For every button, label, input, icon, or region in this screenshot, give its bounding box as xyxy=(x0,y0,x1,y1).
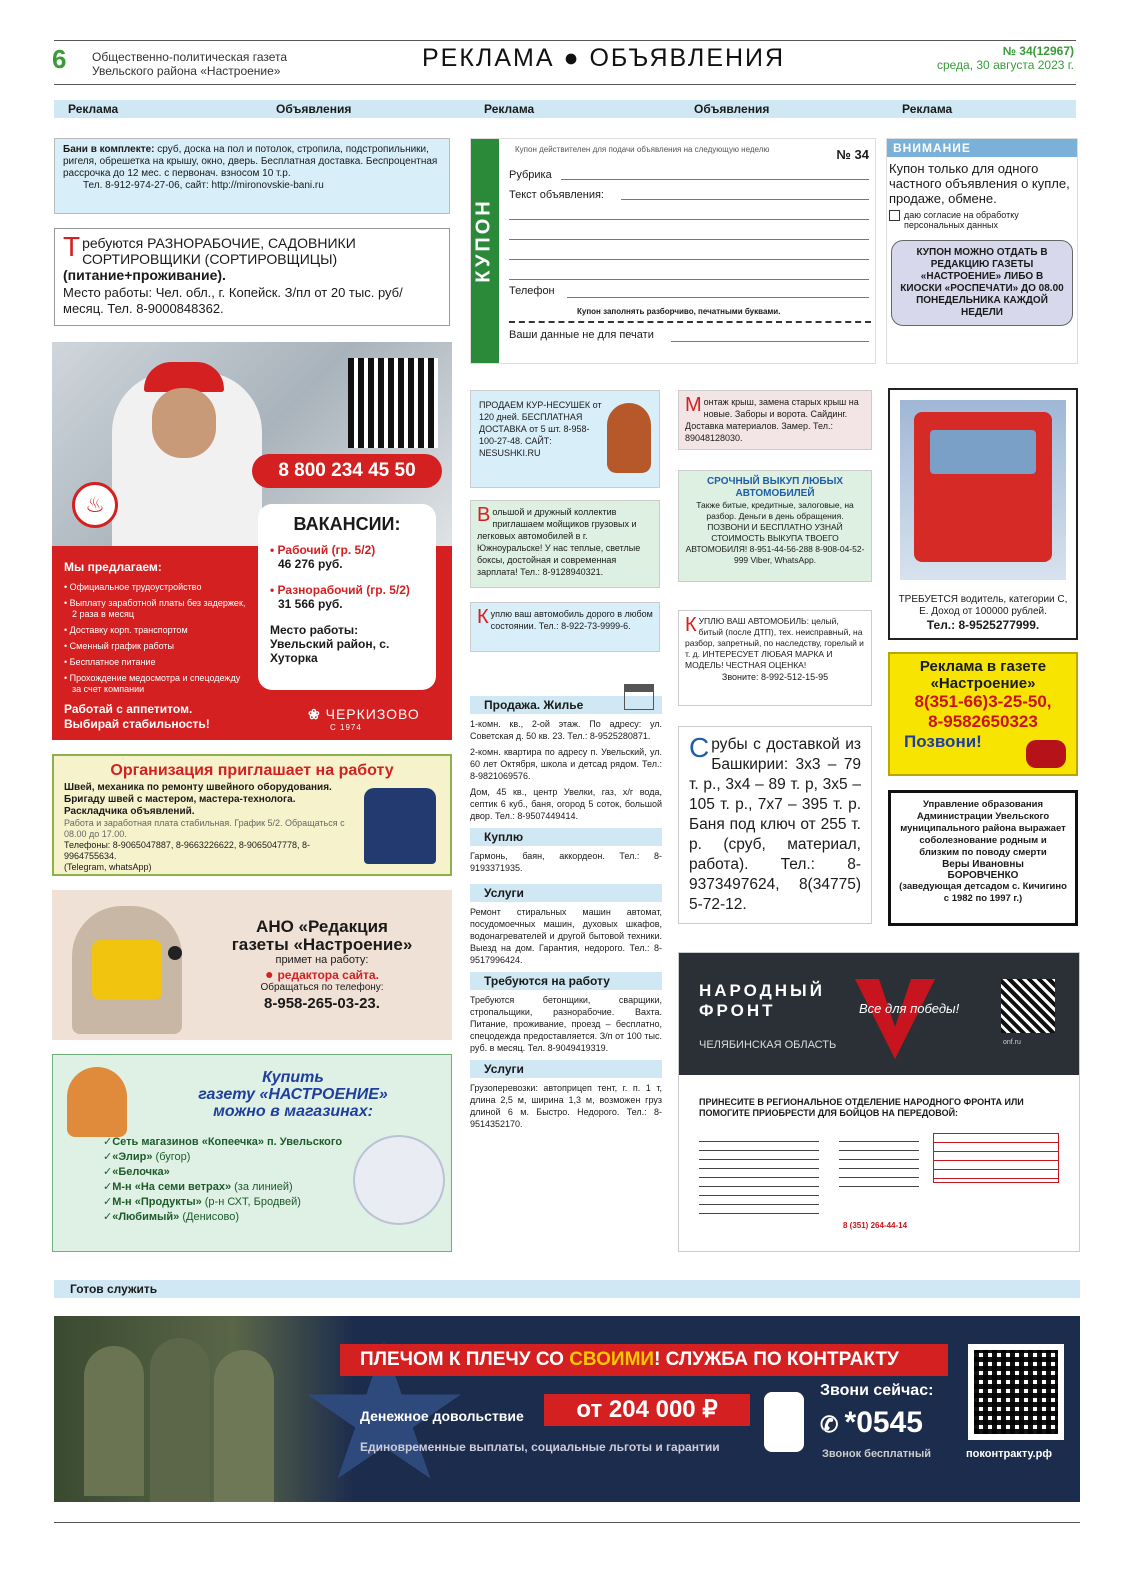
phone-field[interactable] xyxy=(567,297,869,298)
pay-amount: от 204 000 ₽ xyxy=(544,1394,750,1426)
shop-item xyxy=(103,1165,403,1180)
contract-site[interactable]: поконтракту.рф xyxy=(966,1448,1053,1460)
shop-item xyxy=(103,1210,403,1225)
shop-name: «Любимый» xyxy=(112,1211,180,1223)
ano-accept: примет на работу: xyxy=(275,954,369,966)
vac-place: Место работы: Увельский район, с. Хуторка xyxy=(270,623,390,665)
cond-name2: БОРОВЧЕНКО xyxy=(947,870,1019,881)
kuplu-auto-ad xyxy=(470,602,660,652)
brand-since: С 1974 xyxy=(330,723,362,732)
coupon-give: КУПОН МОЖНО ОТДАТЬ В РЕДАКЦИЮ ГАЗЕТЫ «НАСТРОЕНИЕ» ЛИБО В КИОСКИ «РОСПЕЧАТИ» ДО 08.00 ПОНЕДЕЛЬНИКА КАЖДОЙ НЕДЕЛИ xyxy=(891,240,1073,326)
paper-subtitle xyxy=(92,50,287,78)
nf-region: ЧЕЛЯБИНСКАЯ ОБЛАСТЬ xyxy=(699,1039,837,1051)
ano-phone[interactable]: 8-958-265-03-23. xyxy=(264,995,380,1012)
section-title: РЕКЛАМА ● ОБЪЯВЛЕНИЯ xyxy=(422,44,786,72)
kury-ad xyxy=(470,390,660,488)
offer-item: • Официальное трудоустройство xyxy=(64,582,202,592)
offer-item: • Бесплатное питание xyxy=(64,657,156,667)
coupon-only: Купон только для одного частного объявления о купле, продаже, обмене. xyxy=(889,161,1070,206)
jobs-list xyxy=(470,994,662,1054)
shop-note: (Денисово) xyxy=(179,1211,240,1223)
shops-ad xyxy=(52,1054,452,1252)
nf-headline: ПРИНЕСИТЕ В РЕГИОНАЛЬНОЕ ОТДЕЛЕНИЕ НАРОДНОГО ФРОНТА ИЛИ ПОМОГИТЕ ПРИОБРЕСТИ ДЛЯ БОЙЦОВ НА ПЕРЕДОВОЙ: xyxy=(699,1097,1024,1118)
contract-title-c: ! СЛУЖБА ПО КОНТРАКТУ xyxy=(654,1349,899,1370)
microphone-icon xyxy=(168,946,182,960)
nf-red-box xyxy=(933,1133,1059,1183)
gotov-label: Готов служить xyxy=(70,1282,158,1296)
sort-cap: Т xyxy=(63,231,81,262)
army-emblem-icon xyxy=(764,1392,804,1452)
strip-obyavleniya-1: Объявления xyxy=(276,102,352,116)
shops-title1: Купить xyxy=(262,1069,324,1086)
reklama-t2: «Настроение» xyxy=(930,675,1036,692)
org-note: Работа и заработная плата стабильная. График 5/2. Обращаться с 08.00 до 17.00. xyxy=(64,818,345,839)
sruby-cap: С xyxy=(689,732,710,763)
cut-line xyxy=(509,321,871,323)
bani-text: сруб, доска на пол и потолок, стропила, подстропильники, ригеля, обрешетка на крышу, окно, дверь. Бесплатная доставка. Беспроцентная рассрочка до 12 мес. с первонач. взносом 10 т.р. xyxy=(63,144,438,179)
sale-housing-list xyxy=(470,718,662,822)
classified-item: Гармонь, баян, аккордеон. Тел.: 8-9193371935. xyxy=(470,851,662,873)
org-item: Раскладчика объявлений. xyxy=(64,806,195,817)
coupon-form xyxy=(470,138,876,364)
cherkizovo-ad xyxy=(52,342,452,740)
truck-text: ТРЕБУЕТСЯ водитель, категории С, Е. Доход от 100000 рублей. xyxy=(898,594,1068,617)
consent-checkbox[interactable] xyxy=(889,210,900,221)
org-item: Швей, механика по ремонту швейного оборудования. xyxy=(64,782,332,793)
jacket-icon xyxy=(364,788,436,864)
text-field-2[interactable] xyxy=(509,219,869,220)
slogan2: Выбирай стабильность! xyxy=(64,717,210,731)
vac2-pay: 31 566 руб. xyxy=(278,597,343,611)
truck-ad xyxy=(888,388,1078,640)
shops-title3: можно в магазинах: xyxy=(213,1103,373,1120)
offer-item: • Прохождение медосмотра и спецодежду за счет компании xyxy=(64,673,241,694)
issue-number: № 34(12967) xyxy=(1002,44,1074,58)
narodny-front-ad xyxy=(678,952,1080,1252)
contract-title xyxy=(340,1344,948,1376)
section-sale-housing: Продажа. Жилье xyxy=(470,696,662,714)
consent-text: даю согласие на обработку персональных данных xyxy=(904,210,1019,230)
contract-banner xyxy=(54,1316,1080,1502)
ano-ad: АНО «Редакция газеты «Настроение» примет на работу: ● редактора сайта. Обращаться по телефону: 8-958-265-03-23. xyxy=(52,890,452,1040)
shop-note: (за линией) xyxy=(231,1181,293,1193)
page-number: 6 xyxy=(52,44,67,74)
house-icon xyxy=(624,684,654,710)
soldier-3 xyxy=(214,1350,274,1502)
services-list-1 xyxy=(470,906,662,966)
coupon-valid: Купон действителен для подачи объявления на следующую неделю xyxy=(515,145,770,154)
phone-icon: ✆ xyxy=(820,1412,845,1437)
slogan1: Работай с аппетитом. xyxy=(64,702,193,716)
subtitle-line1: Общественно-политическая газета xyxy=(92,50,288,64)
shop-item xyxy=(103,1180,403,1195)
reporter-jacket xyxy=(92,940,162,1000)
org-item: Бригаду швей с мастером, мастера-технолога. xyxy=(64,794,296,805)
check-icon: ✓ xyxy=(103,1181,113,1193)
cond-name1: Веры Ивановны xyxy=(942,859,1024,870)
vac1-name: Рабочий (гр. 5/2) xyxy=(277,543,376,557)
rubric-label: Рубрика xyxy=(509,169,552,181)
contract-title-a: ПЛЕЧОМ К ПЛЕЧУ СО xyxy=(360,1349,570,1370)
mascot-icon xyxy=(67,1067,127,1137)
reklama-p2[interactable]: 8-9582650323 xyxy=(928,712,1038,731)
moi-cap: В xyxy=(477,504,491,526)
rubric-field[interactable] xyxy=(561,179,869,180)
org-ad xyxy=(52,754,452,876)
call-label: Звони сейчас: xyxy=(820,1382,934,1399)
bani-lead: Бани в комплекте: xyxy=(63,144,155,155)
reklama-call: Позвони! xyxy=(904,732,982,751)
section-buy: Куплю xyxy=(470,828,662,846)
ano-role: редактора сайта. xyxy=(277,968,379,982)
sort-text: ребуются РАЗНОРАБОЧИЕ, САДОВНИКИ СОРТИРОВЩИКИ (СОРТИРОВЩИЦЫ) xyxy=(82,235,356,267)
shop-list xyxy=(103,1135,403,1225)
kuplu2-cap: К xyxy=(685,614,697,636)
sort-place: Место работы: Чел. обл., г. Копейск. З/пл от 20 тыс. руб/месяц. Тел. 8-9000848362. xyxy=(63,285,403,316)
category-strip xyxy=(54,100,1076,118)
bani-contact: Тел. 8-912-974-27-06, сайт: http://mironovskie-bani.ru xyxy=(83,180,324,191)
call-number[interactable]: *0545 xyxy=(844,1406,923,1439)
vykup-ad xyxy=(678,470,872,582)
contract-qr-icon[interactable] xyxy=(968,1344,1064,1440)
gotov-strip xyxy=(54,1280,1080,1298)
qr-code-icon[interactable] xyxy=(348,358,438,448)
shop-name: «Элир» xyxy=(112,1151,153,1163)
krysh-text: онтаж крыш, замена старых крыш на новые. Заборы и ворота. Сайдинг. Доставка материалов. Замер. Тел.: 89048128030. xyxy=(685,397,859,443)
reklama-t1: Реклама в газете xyxy=(919,658,1047,675)
worker-face xyxy=(152,388,216,458)
vykup-text: Также битые, кредитные, залоговые, на разбор. Деньги в день обращения. ПОЗВОНИ И БЕСПЛАТНО УЗНАЙ СТОИМОСТЬ ВЫКУПА ТВОЕГО АВТОМОБИЛЯ! 8-951-44-56-288 8-908-04-52-999 Viber, WhatsApp. xyxy=(685,500,865,565)
call-free: Звонок бесплатный xyxy=(822,1448,931,1460)
truck-phone[interactable]: Тел.: 8-9525277999. xyxy=(926,618,1040,632)
nf-list-1 xyxy=(699,1133,819,1217)
hen-icon xyxy=(607,403,651,473)
vac1-pay: 46 276 руб. xyxy=(278,557,343,571)
strip-reklama-3: Реклама xyxy=(902,102,953,116)
text-label: Текст объявления: xyxy=(509,189,604,201)
sorters-ad xyxy=(54,228,450,326)
cherkizovo-phone[interactable]: 8 800 234 45 50 xyxy=(252,454,442,488)
ano-title2: газеты «Настроение» xyxy=(231,935,413,954)
kuplu-auto-text: уплю ваш автомобиль дорого в любом состоянии. Тел.: 8-922-73-9999-6. xyxy=(490,609,653,631)
issue-date: среда, 30 августа 2023 г. xyxy=(936,58,1074,72)
org-title: Организация приглашает на работу xyxy=(110,762,394,779)
classified-item: 1-комн. кв., 2-ой этаж. По адресу: ул. Советская д. 50 кв. 23. Тел.: 8-9525280871. xyxy=(470,719,662,741)
shop-item xyxy=(103,1135,403,1150)
section-jobs: Требуются на работу xyxy=(470,972,662,990)
nf-qr-icon[interactable] xyxy=(1001,979,1055,1033)
truck-windshield xyxy=(930,430,1036,474)
text-field-4[interactable] xyxy=(509,259,869,260)
private-label: Ваши данные не для печати xyxy=(509,329,654,341)
coupon-fill-note: Купон заполнять разборчиво, печатными буквами. xyxy=(577,307,781,316)
krysh-ad xyxy=(678,390,872,450)
brand-logo: ❀ ЧЕРКИЗОВО С 1974 xyxy=(308,706,420,732)
private-field[interactable] xyxy=(671,341,869,342)
offers-list xyxy=(64,560,250,700)
strip-obyavleniya-2: Объявления xyxy=(694,102,770,116)
check-icon: ✓ xyxy=(103,1136,113,1148)
shop-name: Сеть магазинов «Копеечка» п. Увельского xyxy=(112,1136,343,1148)
sruby-ad xyxy=(678,726,872,924)
check-icon: ✓ xyxy=(103,1196,113,1208)
kuplu2-text: УПЛЮ ВАШ АВТОМОБИЛЬ: целый, битый (после ДТП), тех. неисправный, на разбор, запретный, по наследству, горелый и т. д. ИНТЕРЕСУЕТ ЛЮБАЯ МАРКА И МОДЕЛЬ! ЧЕСТНАЯ ОЦЕНКА! xyxy=(685,616,864,670)
offer-item: • Сменный график работы xyxy=(64,641,175,651)
coupon-side-label: КУПОН xyxy=(472,198,495,283)
nf-site: onf.ru xyxy=(1003,1039,1021,1046)
org-phones: Телефоны: 8-9065047887, 8-9663226622, 8-9065047778, 8-9964755634. xyxy=(64,840,310,861)
offer-items xyxy=(64,582,250,695)
org-apps: (Telegram, whatsApp) xyxy=(64,862,152,872)
cond-tail: (заведующая детсадом с. Кичигино с 1982 по 1997 г.) xyxy=(899,881,1067,904)
offer-item: • Доставку корп. транспортом xyxy=(64,625,188,635)
sruby-text: рубы с доставкой из Башкирии: 3х3 – 79 т. р., 3х4 – 89 т. р, 3х5 – 105 т. р., 7х7 – 395 т. р. Баня под ключ от 255 т. р. (сруб, материал, работа). Тел.: 8-9373497624, 8(34775) 5-72-12. xyxy=(689,736,861,913)
contract-extra: Единовременные выплаты, социальные льготы и гарантии xyxy=(360,1440,720,1454)
kury-text: ПРОДАЕМ КУР-НЕСУШЕК от 120 дней. БЕСПЛАТНАЯ ДОСТАВКА от 5 шт. 8-958-100-27-48. САЙТ: NESUSHKI.RU xyxy=(479,400,602,458)
classified-item: Дом, 45 кв., центр Увелки, газ, х/г вода, септик 6 куб., баня, огород 5 соток, большой двор. Тел.: 8-9507449414. xyxy=(470,787,662,821)
reklama-ad xyxy=(888,652,1078,776)
shop-item xyxy=(103,1150,403,1165)
kuplu2-ad xyxy=(678,610,872,706)
shop-item xyxy=(103,1195,403,1210)
nf-slogan: Все для победы! xyxy=(859,1001,960,1016)
attention-label: ВНИМАНИЕ xyxy=(887,139,1077,157)
pay-label: Денежное довольствие xyxy=(360,1408,524,1424)
reklama-p1[interactable]: 8(351-66)3-25-50, xyxy=(914,692,1052,711)
classified-item: Требуются бетонщики, сварщики, стропальщики, разнорабочие. Вахта. Питание, проживание, проезд – бесплатно, спецодежда предоставляется. З/п от 100 тыс. руб. в месяц. Тел. 8-9049419319. xyxy=(470,995,662,1053)
check-icon: ✓ xyxy=(103,1211,113,1223)
strip-reklama-1: Реклама xyxy=(68,102,119,116)
nf-title2: ФРОНТ xyxy=(699,1001,776,1020)
shop-name: М-н «Продукты» xyxy=(112,1196,202,1208)
cherk-slogan xyxy=(64,702,210,732)
phone-label: Телефон xyxy=(509,285,555,297)
shop-note: (р-н СХТ, Бродвей) xyxy=(201,1196,301,1208)
shop-name: М-н «На семи ветрах» xyxy=(112,1181,232,1193)
coupon-side xyxy=(471,139,499,364)
check-icon: ✓ xyxy=(103,1166,113,1178)
bani-ad xyxy=(54,138,450,214)
issue-info xyxy=(937,44,1074,72)
subtitle-line2: Увельского района «Настроение» xyxy=(92,64,281,78)
section-services-1: Услуги xyxy=(470,884,662,902)
nf-phone[interactable]: 8 (351) 264-44-14 xyxy=(843,1221,908,1230)
telephone-icon xyxy=(1026,740,1066,768)
text-field-3[interactable] xyxy=(509,239,869,240)
vykup-title: СРОЧНЫЙ ВЫКУП ЛЮБЫХ АВТОМОБИЛЕЙ xyxy=(706,476,844,499)
vac2-name: Разнорабочий (гр. 5/2) xyxy=(277,583,410,597)
classified-item: 2-комн. квартира по адресу п. Увельский, ул. 60 лет Октября, школа и детсад рядом. Тел.: 8-9821069576. xyxy=(470,747,662,781)
strip-reklama-2: Реклама xyxy=(484,102,535,116)
offer-item: • Выплату заработной платы без задержек, 2 раза в месяц xyxy=(64,598,246,619)
vac-title: ВАКАНСИИ: xyxy=(293,514,401,534)
soldier-2 xyxy=(150,1338,210,1502)
sort-bold: (питание+проживание). xyxy=(63,267,226,283)
ano-call: Обращаться по телефону: xyxy=(260,982,384,993)
vacancies-card: ВАКАНСИИ: • Рабочий (гр. 5/2) 46 276 руб. • Разнорабочий (гр. 5/2) 31 566 руб. Место работы: Увельский район, с. Хуторка xyxy=(258,504,436,690)
ano-title1: АНО «Редакция xyxy=(256,917,388,936)
buy-list xyxy=(470,850,662,874)
text-field-5[interactable] xyxy=(509,279,869,280)
nf-title1: НАРОДНЫЙ xyxy=(699,981,825,1000)
krysh-cap: М xyxy=(685,394,702,416)
moi-text: ольшой и дружный коллектив приглашаем мойщиков грузовых и легковых автомобилей в г. Южноуральске! У нас теплые, светлые боксы, достойная и современная зарплата! Тел.: 8-9128940321. xyxy=(477,507,641,577)
moi-ad xyxy=(470,500,660,588)
nf-list-2 xyxy=(839,1133,919,1193)
soldier-1 xyxy=(84,1346,144,1496)
contract-title-b: СВОИМИ xyxy=(569,1349,655,1370)
kuplu-auto-cap: К xyxy=(477,606,489,628)
section-services-2: Услуги xyxy=(470,1060,662,1078)
condolence-ad xyxy=(888,790,1078,926)
brand-name: ЧЕРКИЗОВО xyxy=(325,706,420,722)
coupon-rules xyxy=(886,138,1078,364)
services-list-2 xyxy=(470,1082,662,1130)
classified-item: Грузоперевозки: автоприцеп тент, г. п. 1 т, длина 2,5 м, ширина 1,3 м, возможен груз длиной 6 м. Быстро. Недорого. Тел.: 8-9514352170. xyxy=(470,1083,662,1129)
coupon-no: № 34 xyxy=(836,147,869,162)
shop-note: (бугор) xyxy=(152,1151,191,1163)
classified-item: Ремонт стиральных машин автомат, посудомоечных машин, духовых шкафов, водонагревателей и другой бытовой техники. Выезд на дом. Гарантия, недорого. Тел.: 8-9517996424. xyxy=(470,907,662,965)
shops-title2: газету «НАСТРОЕНИЕ» xyxy=(198,1086,388,1103)
classifieds-column xyxy=(470,690,662,1134)
check-icon: ✓ xyxy=(103,1151,113,1163)
offers-title: Мы предлагаем: xyxy=(64,560,162,574)
text-field-1[interactable] xyxy=(621,199,869,200)
cond-text: Управление образования Администрации Увельского муниципального района выражает соболезнование родным и близким по поводу смерти xyxy=(900,799,1066,858)
rooster-icon: ♨ xyxy=(72,482,118,528)
shop-name: «Белочка» xyxy=(112,1166,170,1178)
kuplu2-phone: Звоните: 8-992-512-15-95 xyxy=(721,672,829,682)
